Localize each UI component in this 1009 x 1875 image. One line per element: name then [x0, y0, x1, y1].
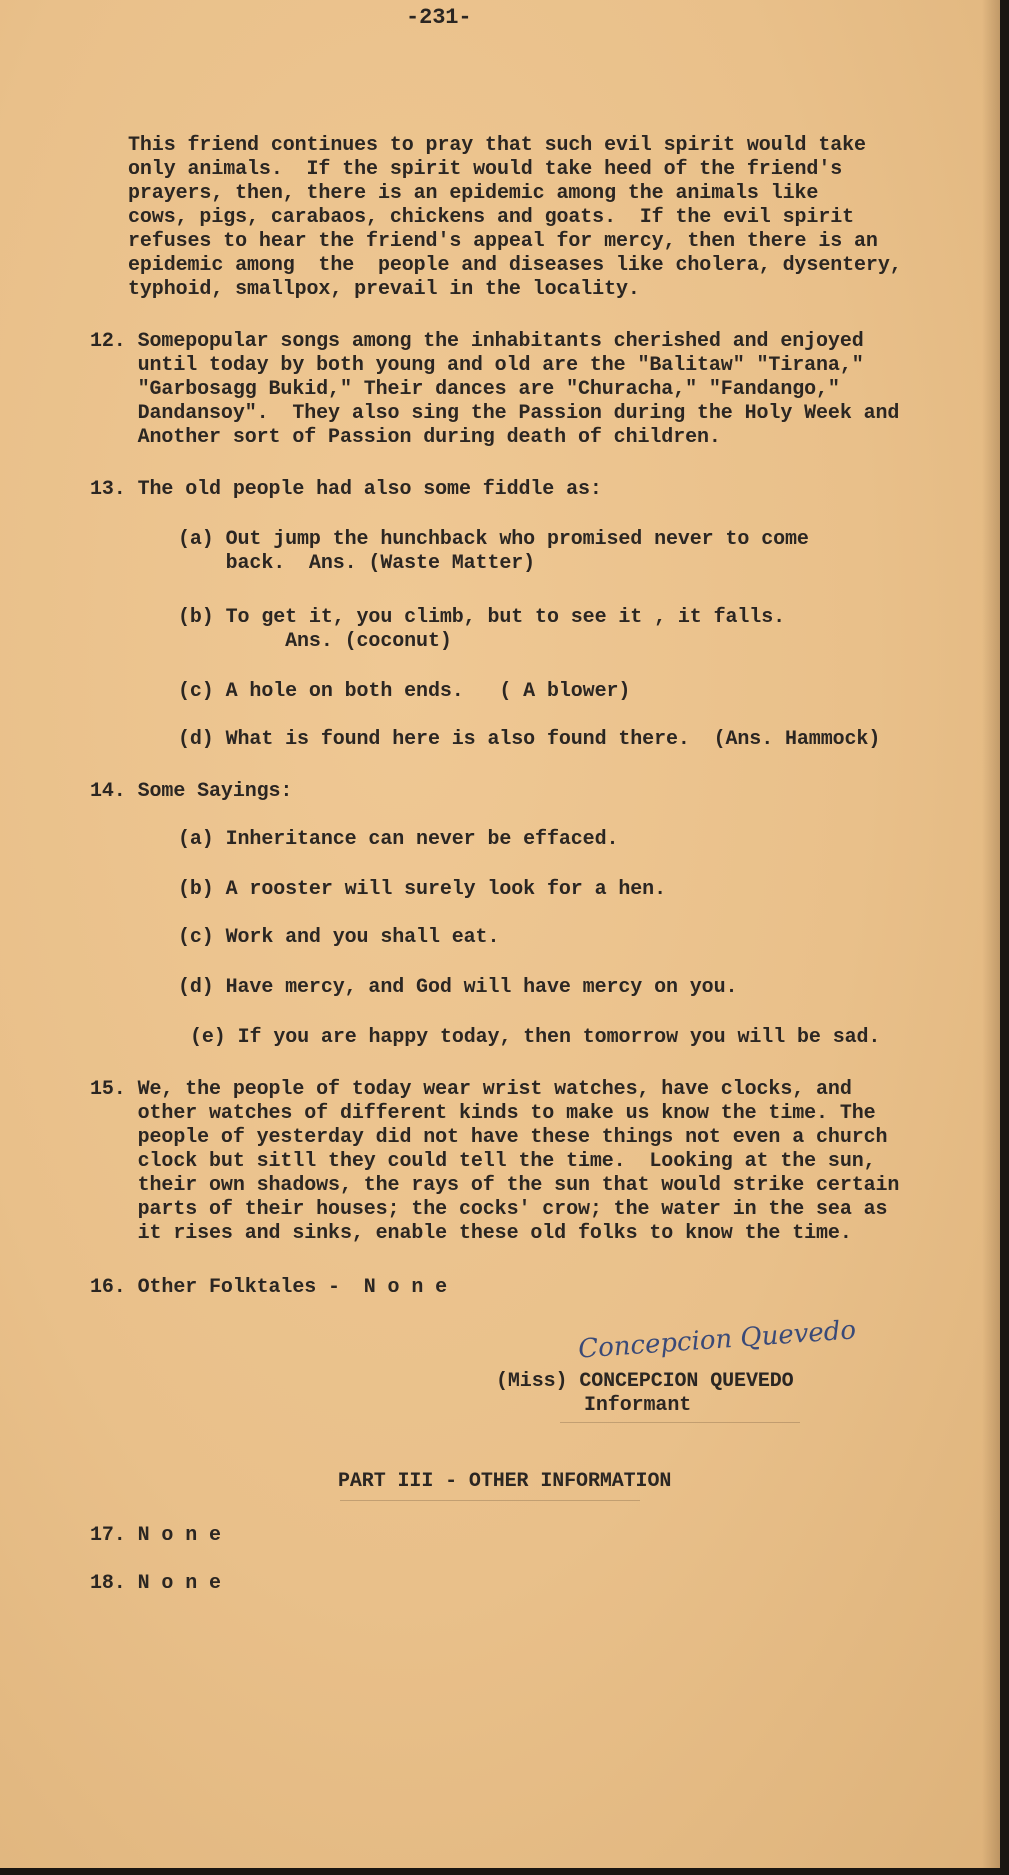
informant-name: (Miss) CONCEPCION QUEVEDO [496, 1370, 794, 1393]
item15-line: other watches of different kinds to make us know the time. The [90, 1102, 876, 1125]
intro-line: prayers, then, there is an epidemic among the animals like [128, 182, 819, 205]
riddle-line: back. Ans. (Waste Matter) [178, 552, 536, 575]
part3-heading: PART III - OTHER INFORMATION [338, 1470, 672, 1493]
riddle-line: (b) To get it, you climb, but to see it , it falls. [178, 606, 786, 629]
intro-line: typhoid, smallpox, prevail in the locality. [128, 278, 640, 301]
intro-line: refuses to hear the friend's appeal for mercy, then there is an [128, 230, 878, 253]
intro-line: cows, pigs, carabaos, chickens and goats. If the evil spirit [128, 206, 855, 229]
intro-line: epidemic among the people and diseases like cholera, dysentery, [128, 254, 902, 277]
page-number: -231- [406, 5, 472, 30]
riddle-line: (a) Out jump the hunchback who promised never to come [178, 528, 809, 551]
handwritten-signature: Concepcion Quevedo [577, 1315, 857, 1365]
item12-line: Dandansoy". They also sing the Passion during the Holy Week and [90, 402, 900, 425]
saying: (d) Have mercy, and God will have mercy on you. [178, 976, 738, 999]
item15-line: parts of their houses; the cocks' crow; the water in the sea as [90, 1198, 888, 1221]
item12-line: 12. Somepopular songs among the inhabitants cherished and enjoyed [90, 330, 864, 353]
item18: 18. N o n e [90, 1572, 221, 1595]
item17: 17. N o n e [90, 1524, 221, 1547]
intro-line: This friend continues to pray that such evil spirit would take [128, 134, 866, 157]
item16: 16. Other Folktales - N o n e [90, 1276, 448, 1299]
item15-line: 15. We, the people of today wear wrist watches, have clocks, and [90, 1078, 852, 1101]
item12-line: Another sort of Passion during death of children. [90, 426, 721, 449]
item14-heading: 14. Some Sayings: [90, 780, 293, 803]
saying: (e) If you are happy today, then tomorrow you will be sad. [190, 1026, 881, 1049]
faint-rule [560, 1422, 800, 1423]
item15-line: clock but sitll they could tell the time. Looking at the sun, [90, 1150, 876, 1173]
riddle-line: (c) A hole on both ends. ( A blower) [178, 680, 631, 703]
item12-line: until today by both young and old are the "Balitaw" "Tirana," [90, 354, 864, 377]
item13-heading: 13. The old people had also some fiddle as: [90, 478, 602, 501]
informant-role: Informant [584, 1394, 692, 1417]
intro-line: only animals. If the spirit would take heed of the friend's [128, 158, 843, 181]
item15-line: people of yesterday did not have these things not even a church [90, 1126, 888, 1149]
item12-line: "Garbosagg Bukid," Their dances are "Churacha," "Fandango," [90, 378, 840, 401]
saying: (a) Inheritance can never be effaced. [178, 828, 619, 851]
riddle-line: Ans. (coconut) [178, 630, 452, 653]
saying: (c) Work and you shall eat. [178, 926, 500, 949]
riddle-line: (d) What is found here is also found there. (Ans. Hammock) [178, 728, 881, 751]
item15-line: their own shadows, the rays of the sun that would strike certain [90, 1174, 900, 1197]
saying: (b) A rooster will surely look for a hen. [178, 878, 666, 901]
faint-rule [340, 1500, 640, 1501]
item15-line: it rises and sinks, enable these old folks to know the time. [90, 1222, 852, 1245]
